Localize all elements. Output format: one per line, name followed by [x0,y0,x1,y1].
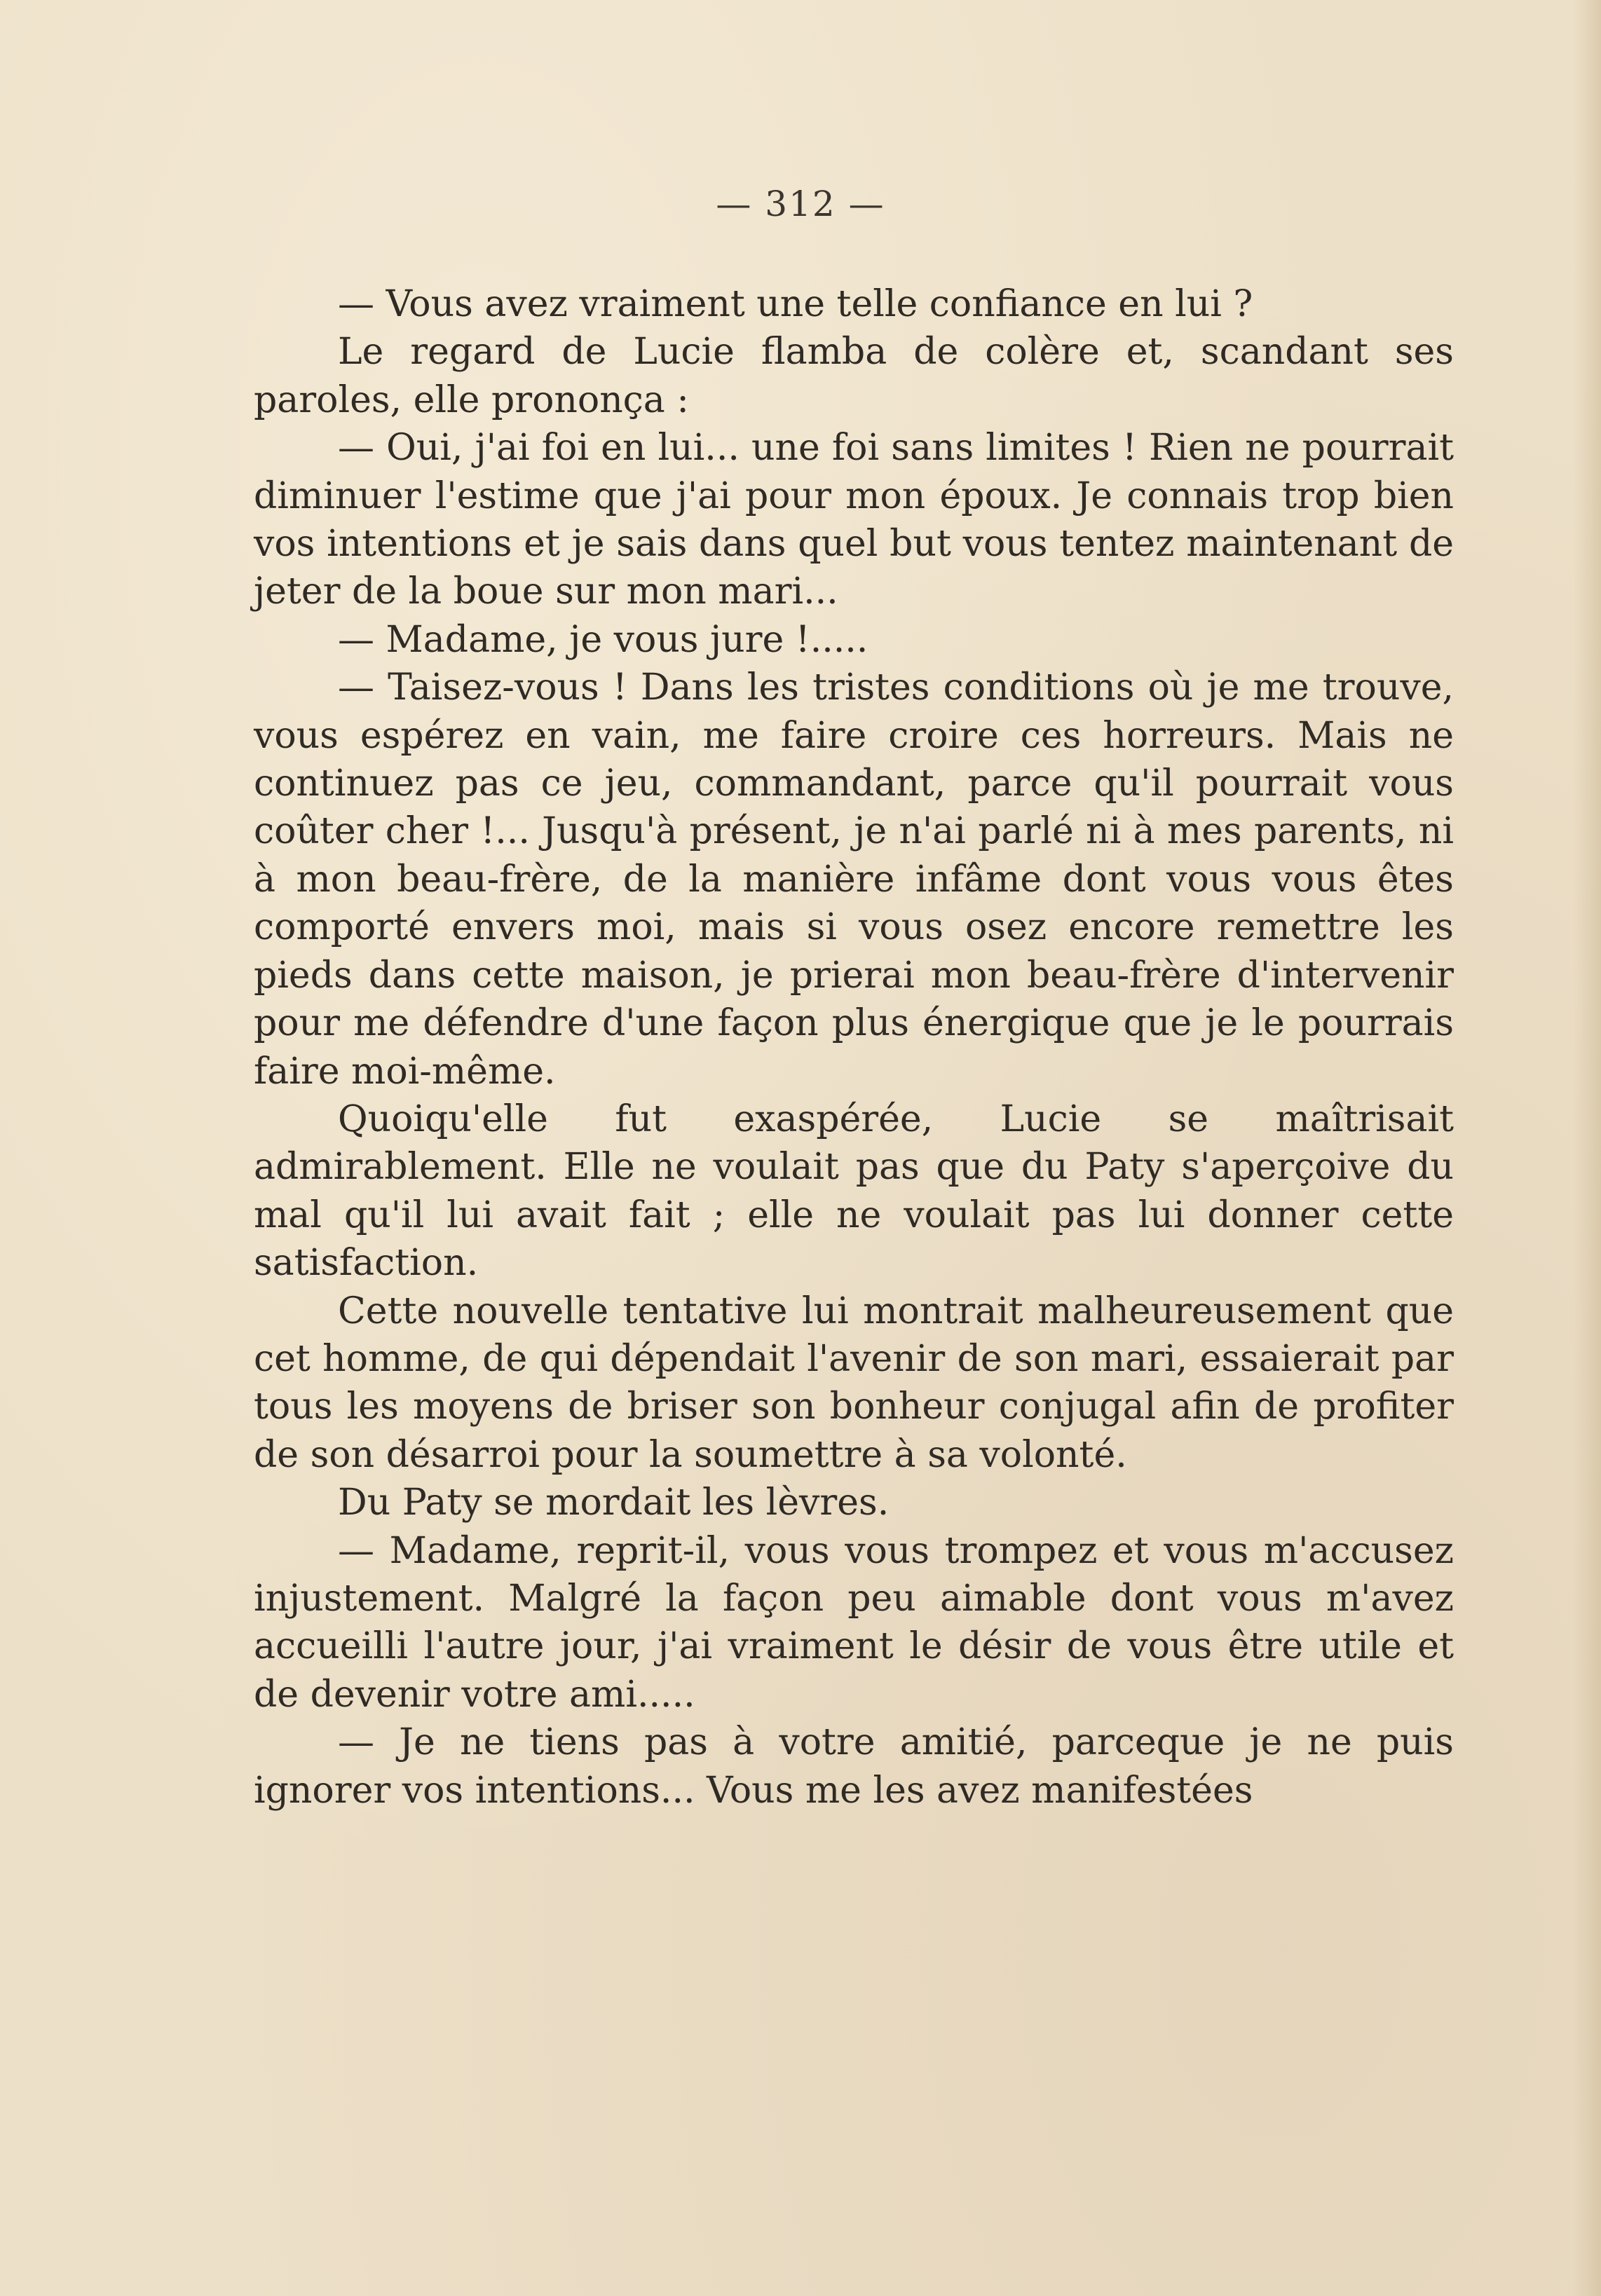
paragraph: Cette nouvelle tentative lui montrait malheureusement que cet homme, de qui dépendait l'avenir de son mari, essaierait par tous les moyens de briser son bonheur conjugal afin de profiter de son désarroi pour la soumettre à sa volonté. [254,1290,1454,1476]
paragraph: — Taisez-vous ! Dans les tristes conditions où je me trouve, vous espérez en vain, me faire croire ces horreurs. Mais ne continuez pas ce jeu, commandant, parce qu'il pourrait vous coûter cher !... Jusqu'à présent, je n'ai parlé ni à mes parents, ni à mon beau-frère, de la manière infâme dont vous vous êtes comporté envers moi, mais si vous osez encore remettre les pieds dans cette maison, je prierai mon beau-frère d'intervenir pour me défendre d'une façon plus énergique que je le pourrais faire moi-même. [254,667,1454,1093]
paragraph: — Je ne tiens pas à votre amitié, parceque je ne puis ignorer vos intentions... Vous me les avez manifestées [254,1721,1454,1812]
page-number: — 312 — [716,184,885,224]
paragraph: Quoiqu'elle fut exaspérée, Lucie se maîtrisait admirablement. Elle ne voulait pas que du Paty s'aperçoive du mal qu'il lui avait fait ; elle ne voulait pas lui donner cette satisfaction. [254,1098,1454,1285]
body-text [254,280,1454,1815]
paragraph: Le regard de Lucie flamba de colère et, scandant ses paroles, elle prononça : [254,331,1454,421]
paragraph: — Vous avez vraiment une telle confiance en lui ? [338,283,1253,325]
page-edge-shading [1573,0,1601,2296]
paragraph: — Oui, j'ai foi en lui... une foi sans limites ! Rien ne pourrait diminuer l'estime que j'ai pour mon époux. Je connais trop bien vos intentions et je sais dans quel but vous tentez maintenant de jeter de la boue sur mon mari... [254,427,1454,613]
paragraph: — Madame, reprit-il, vous vous trompez et vous m'accusez injustement. Malgré la façon peu aimable dont vous m'avez accueilli l'autre jour, j'ai vraiment le désir de vous être utile et de devenir votre ami..... [254,1529,1454,1716]
paragraph: Du Paty se mordait les lèvres. [338,1482,890,1524]
paragraph: — Madame, je vous jure !..... [338,618,868,661]
